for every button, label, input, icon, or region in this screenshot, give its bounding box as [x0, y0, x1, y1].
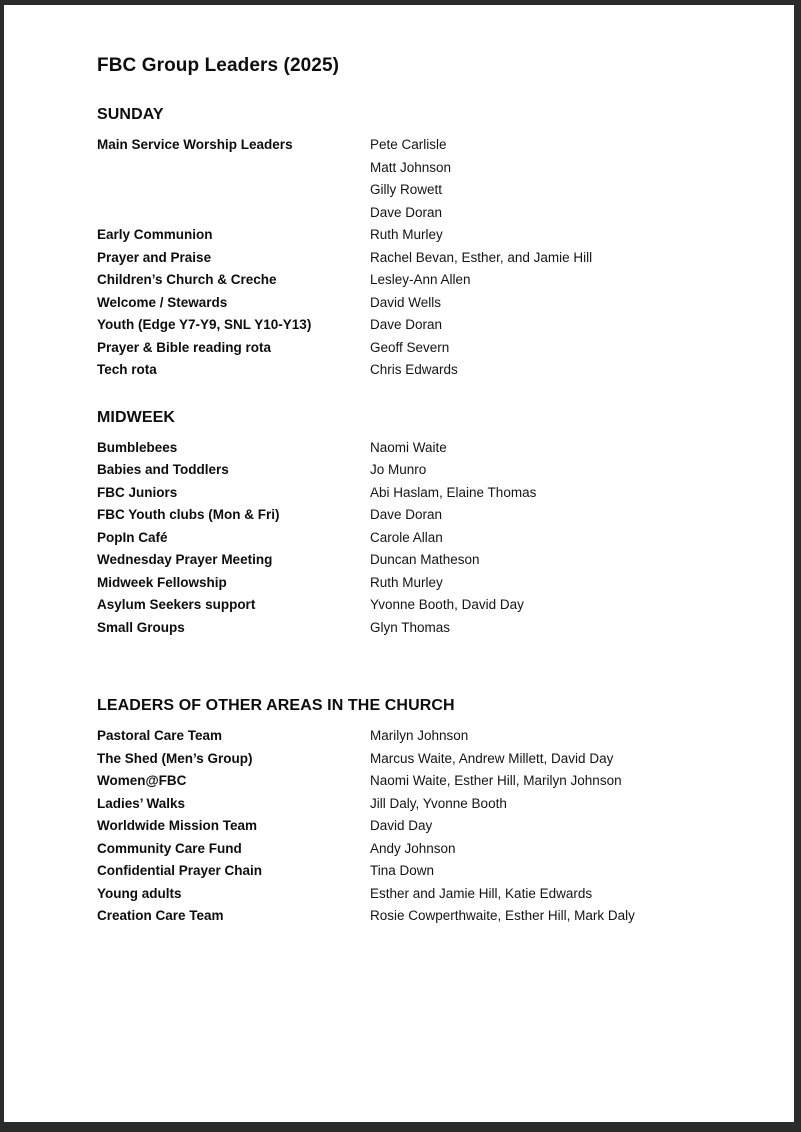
name-line: Marilyn Johnson	[370, 728, 469, 743]
section-heading: SUNDAY	[97, 106, 164, 123]
row-names	[370, 482, 754, 505]
table-row	[97, 793, 754, 816]
name-line: Naomi Waite	[370, 439, 447, 455]
table-row	[97, 838, 754, 861]
name-line: Esther and Jamie Hill, Katie Edwards	[370, 885, 593, 901]
name-line: Andy Johnson	[370, 840, 456, 856]
section-heading: MIDWEEK	[97, 408, 176, 426]
table-row	[97, 224, 754, 247]
table-row	[97, 883, 754, 906]
row-names	[370, 725, 754, 748]
table-row	[97, 337, 754, 360]
section	[97, 105, 754, 382]
table-row	[97, 617, 754, 640]
table-row	[97, 725, 754, 748]
name-line: Tina Down	[370, 863, 435, 878]
table-row	[97, 770, 754, 793]
row-role: The Shed (Men’s Group)	[97, 750, 253, 766]
row-names	[370, 504, 754, 527]
name-line: Chris Edwards	[370, 362, 458, 377]
row-names	[370, 549, 754, 572]
name-line: Carole Allan	[370, 529, 443, 545]
name-line: Ruth Murley	[370, 574, 443, 590]
row-role: Welcome / Stewards	[97, 294, 228, 310]
name-line: Dave Doran	[370, 204, 443, 220]
table-row	[97, 504, 754, 527]
row-names	[370, 437, 754, 460]
section-rows	[97, 725, 754, 928]
table-row	[97, 815, 754, 838]
table-row	[97, 459, 754, 482]
row-names	[370, 883, 754, 906]
document-body	[97, 105, 754, 928]
row-names	[370, 815, 754, 838]
name-line: Jo Munro	[370, 462, 427, 477]
row-role: Confidential Prayer Chain	[97, 863, 263, 878]
row-names	[370, 770, 754, 793]
row-names	[370, 337, 754, 360]
table-row	[97, 314, 754, 337]
table-row	[97, 748, 754, 771]
row-role: PopIn Café	[97, 529, 168, 545]
row-names	[370, 793, 754, 816]
table-row	[97, 482, 754, 505]
row-role: Creation Care Team	[97, 908, 224, 923]
name-line: Dave Doran	[370, 507, 443, 522]
row-names	[370, 860, 754, 883]
row-names	[370, 247, 754, 270]
name-line: Pete Carlisle	[370, 137, 447, 152]
section-heading: LEADERS OF OTHER AREAS IN THE CHURCH	[97, 697, 455, 714]
row-names	[370, 292, 754, 315]
row-role: Pastoral Care Team	[97, 728, 223, 743]
table-row	[97, 527, 754, 550]
table-row	[97, 134, 754, 224]
row-names	[370, 459, 754, 482]
row-role: Young adults	[97, 885, 182, 901]
table-row	[97, 269, 754, 292]
name-line: Rosie Cowperthwaite, Esther Hill, Mark Daly	[370, 908, 635, 923]
row-role: FBC Juniors	[97, 484, 178, 500]
table-row	[97, 549, 754, 572]
row-role: Prayer & Bible reading rota	[97, 339, 272, 355]
row-role: Community Care Fund	[97, 840, 242, 856]
name-line: Matt Johnson	[370, 159, 452, 175]
row-names	[370, 359, 754, 382]
document-title: FBC Group Leaders (2025)	[97, 55, 340, 76]
table-row	[97, 359, 754, 382]
row-role: Small Groups	[97, 619, 185, 635]
row-names	[370, 314, 754, 337]
row-role: Midweek Fellowship	[97, 574, 227, 590]
table-row	[97, 292, 754, 315]
name-line: Ruth Murley	[370, 227, 443, 242]
row-role: Prayer and Praise	[97, 249, 212, 265]
row-role: FBC Youth clubs (Mon & Fri)	[97, 507, 280, 522]
name-line: Abi Haslam, Elaine Thomas	[370, 484, 537, 500]
name-line: Dave Doran	[370, 317, 443, 332]
name-line: Geoff Severn	[370, 339, 450, 355]
name-line: Lesley-Ann Allen	[370, 272, 471, 287]
name-line: Jill Daly, Yvonne Booth	[370, 795, 507, 811]
row-names	[370, 134, 754, 224]
row-names	[370, 269, 754, 292]
section-rows	[97, 134, 754, 382]
name-line: Naomi Waite, Esther Hill, Marilyn Johnson	[370, 773, 622, 788]
name-line: Marcus Waite, Andrew Millett, David Day	[370, 750, 614, 766]
table-row	[97, 594, 754, 617]
name-line: Duncan Matheson	[370, 552, 480, 567]
table-row	[97, 572, 754, 595]
name-line: David Wells	[370, 294, 442, 310]
table-row	[97, 860, 754, 883]
row-names	[370, 572, 754, 595]
table-row	[97, 905, 754, 928]
row-names	[370, 594, 754, 617]
row-role: Youth (Edge Y7-Y9, SNL Y10-Y13)	[97, 317, 312, 332]
section	[97, 408, 754, 640]
row-role: Wednesday Prayer Meeting	[97, 552, 273, 567]
table-row	[97, 437, 754, 460]
name-line: David Day	[370, 818, 433, 833]
section-rows	[97, 437, 754, 640]
row-role: Tech rota	[97, 362, 157, 377]
row-names	[370, 838, 754, 861]
row-names	[370, 617, 754, 640]
row-role: Main Service Worship Leaders	[97, 137, 293, 152]
row-names	[370, 527, 754, 550]
row-names	[370, 748, 754, 771]
row-role: Babies and Toddlers	[97, 462, 229, 477]
name-line: Glyn Thomas	[370, 619, 451, 635]
row-role: Women@FBC	[97, 773, 187, 788]
name-line: Rachel Bevan, Esther, and Jamie Hill	[370, 249, 593, 265]
name-line: Gilly Rowett	[370, 182, 443, 197]
row-names	[370, 224, 754, 247]
row-role: Early Communion	[97, 227, 213, 242]
name-line: Yvonne Booth, David Day	[370, 597, 524, 612]
row-role: Ladies’ Walks	[97, 795, 186, 811]
row-role: Worldwide Mission Team	[97, 818, 258, 833]
row-role: Children’s Church & Creche	[97, 272, 277, 287]
table-row	[97, 247, 754, 270]
row-role: Asylum Seekers support	[97, 597, 256, 612]
section	[97, 696, 754, 928]
row-names	[370, 905, 754, 928]
document-page	[4, 5, 794, 1122]
row-role: Bumblebees	[97, 439, 178, 455]
